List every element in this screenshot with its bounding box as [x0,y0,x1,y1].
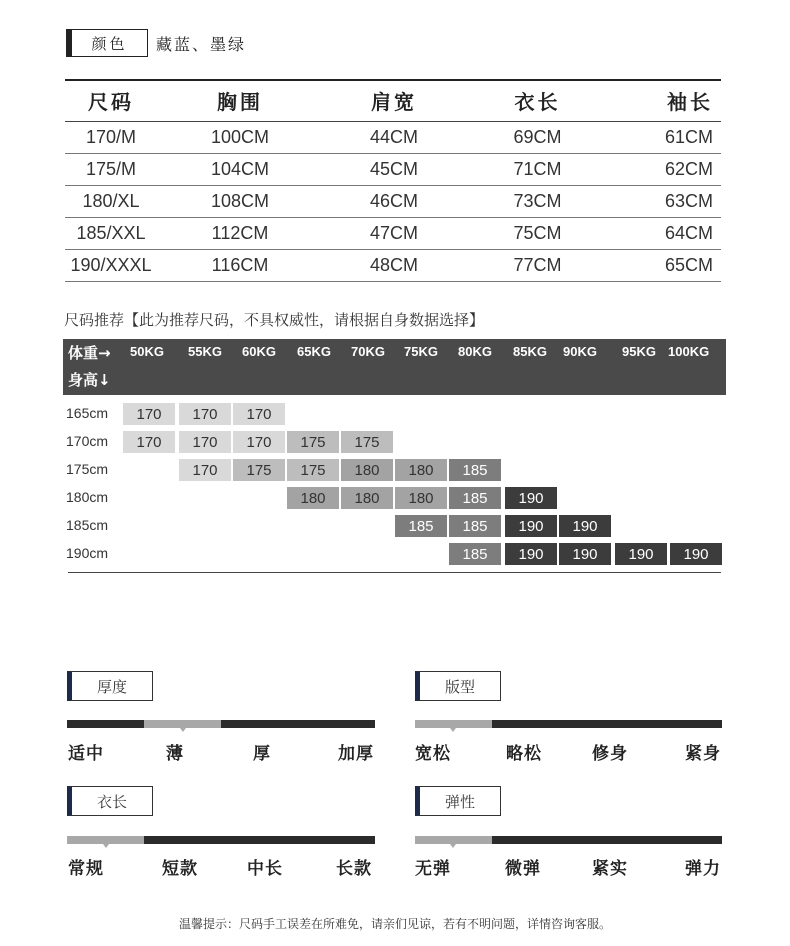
height-row-label: 175cm [66,461,109,477]
size-cell: 170 [123,431,175,453]
scale-pointer-icon [450,728,456,732]
attribute-label: 弹性 [415,786,501,816]
attribute-option: 短款 [162,859,198,879]
size-cell: 190 [505,515,557,537]
scale-pointer-icon [450,844,456,848]
scale-segment [67,720,144,728]
scale-segment [492,720,569,728]
table-cell: 190/XXXL [65,249,157,281]
size-cell: 170 [179,431,231,453]
size-cell: 175 [287,459,339,481]
recommendation-header [63,339,726,395]
size-cell: 185 [449,459,501,481]
table-cell: 71CM [465,153,610,185]
attribute-option: 紧身 [685,744,721,764]
size-cell: 180 [287,487,339,509]
weight-column-label: 85KG [513,344,547,359]
weight-column-label: 50KG [130,344,164,359]
attribute-option: 修身 [592,744,628,764]
attribute-option: 微弹 [505,859,541,879]
footnote: 温馨提示：尺码手工误差在所难免，请亲们见谅，若有不明问题，详情咨询客服。 [178,917,611,931]
attribute-option: 薄 [166,744,184,764]
size-cell: 180 [341,459,393,481]
table-row [65,153,721,185]
table-cell: 44CM [323,121,465,153]
table-cell: 185/XXL [65,217,157,249]
chest-header: 胸围 [217,90,263,115]
table-cell: 46CM [323,185,465,217]
size-cell: 175 [341,431,393,453]
scale-segment [221,836,298,844]
weight-column-label: 65KG [297,344,331,359]
table-cell: 116CM [157,249,323,281]
length-header: 衣长 [514,90,561,115]
scale-segment [569,836,646,844]
height-axis-label: 身高↓ [68,371,111,389]
table-cell: 45CM [323,153,465,185]
table-cell: 170/M [65,121,157,153]
size-header: 尺码 [88,90,134,115]
scale-segment [492,836,569,844]
size-cell: 175 [287,431,339,453]
table-cell: 64CM [610,217,721,249]
scale-pointer-icon [103,844,109,848]
shoulder-header: 肩宽 [371,90,417,115]
size-cell: 180 [395,459,447,481]
size-cell: 185 [395,515,447,537]
scale-segment [645,836,722,844]
table-cell: 180/XL [65,185,157,217]
size-table [65,79,721,282]
weight-column-label: 100KG [668,344,710,359]
scale-segment [298,836,375,844]
table-row [65,249,721,281]
scale-pointer-icon [180,728,186,732]
scale-segment [569,720,646,728]
size-cell: 170 [123,403,175,425]
weight-column-label: 80KG [458,344,492,359]
sleeve-header: 袖长 [667,90,713,115]
size-cell: 190 [670,543,722,565]
weight-column-label: 55KG [188,344,222,359]
color-label: 颜色 [66,29,148,57]
scale-selected-segment [415,836,492,844]
size-cell: 170 [233,431,285,453]
size-table-header-row [65,80,721,121]
attribute-option: 略松 [506,744,542,764]
size-cell: 190 [559,543,611,565]
size-cell: 170 [179,403,231,425]
table-cell: 75CM [465,217,610,249]
recommendation-divider [68,572,721,573]
scale-selected-segment [144,720,221,728]
attribute-option: 无弹 [415,859,451,879]
table-cell: 65CM [610,249,721,281]
table-cell: 63CM [610,185,721,217]
attribute-option: 厚 [253,744,271,764]
weight-column-label: 90KG [563,344,597,359]
attribute-option: 适中 [68,744,104,764]
height-row-label: 170cm [66,433,109,449]
table-cell: 62CM [610,153,721,185]
attribute-option: 中长 [247,859,283,879]
height-row-label: 180cm [66,489,109,505]
size-cell: 180 [341,487,393,509]
attribute-option: 弹力 [685,859,721,879]
attribute-option: 长款 [336,859,372,879]
size-cell: 170 [233,403,285,425]
attribute-option: 常规 [68,859,104,879]
weight-column-label: 75KG [404,344,438,359]
size-cell: 180 [395,487,447,509]
size-cell: 190 [505,543,557,565]
table-cell: 73CM [465,185,610,217]
weight-column-label: 70KG [351,344,385,359]
size-cell: 190 [505,487,557,509]
attribute-label: 衣长 [67,786,153,816]
table-cell: 61CM [610,121,721,153]
size-cell: 190 [615,543,667,565]
scale-segment [645,720,722,728]
table-row [65,121,721,153]
color-value: 藏蓝、墨绿 [156,34,247,54]
table-cell: 48CM [323,249,465,281]
table-cell: 100CM [157,121,323,153]
size-cell: 185 [449,543,501,565]
size-cell: 175 [233,459,285,481]
table-row [65,185,721,217]
scale-selected-segment [67,836,144,844]
size-cell: 170 [179,459,231,481]
table-cell: 77CM [465,249,610,281]
size-cell: 185 [449,487,501,509]
attribute-option: 紧实 [592,859,628,879]
recommendation-title: 尺码推荐【此为推荐尺码，不具权威性，请根据自身数据选择】 [64,311,485,329]
size-cell: 185 [449,515,501,537]
height-row-label: 185cm [66,517,109,533]
table-cell: 108CM [157,185,323,217]
attribute-label: 版型 [415,671,501,701]
height-row-label: 165cm [66,405,109,421]
weight-axis-label: 体重→ [68,344,111,362]
scale-segment [144,836,221,844]
color-row [66,29,246,57]
height-row-label: 190cm [66,545,109,561]
table-cell: 69CM [465,121,610,153]
weight-column-label: 95KG [622,344,656,359]
weight-column-label: 60KG [242,344,276,359]
table-cell: 47CM [323,217,465,249]
table-cell: 112CM [157,217,323,249]
scale-segment [221,720,298,728]
table-cell: 104CM [157,153,323,185]
table-row [65,217,721,249]
scale-segment [298,720,375,728]
scale-selected-segment [415,720,492,728]
size-cell: 190 [559,515,611,537]
attribute-option: 加厚 [338,744,374,764]
attribute-option: 宽松 [415,744,451,764]
table-cell: 175/M [65,153,157,185]
attribute-label: 厚度 [67,671,153,701]
